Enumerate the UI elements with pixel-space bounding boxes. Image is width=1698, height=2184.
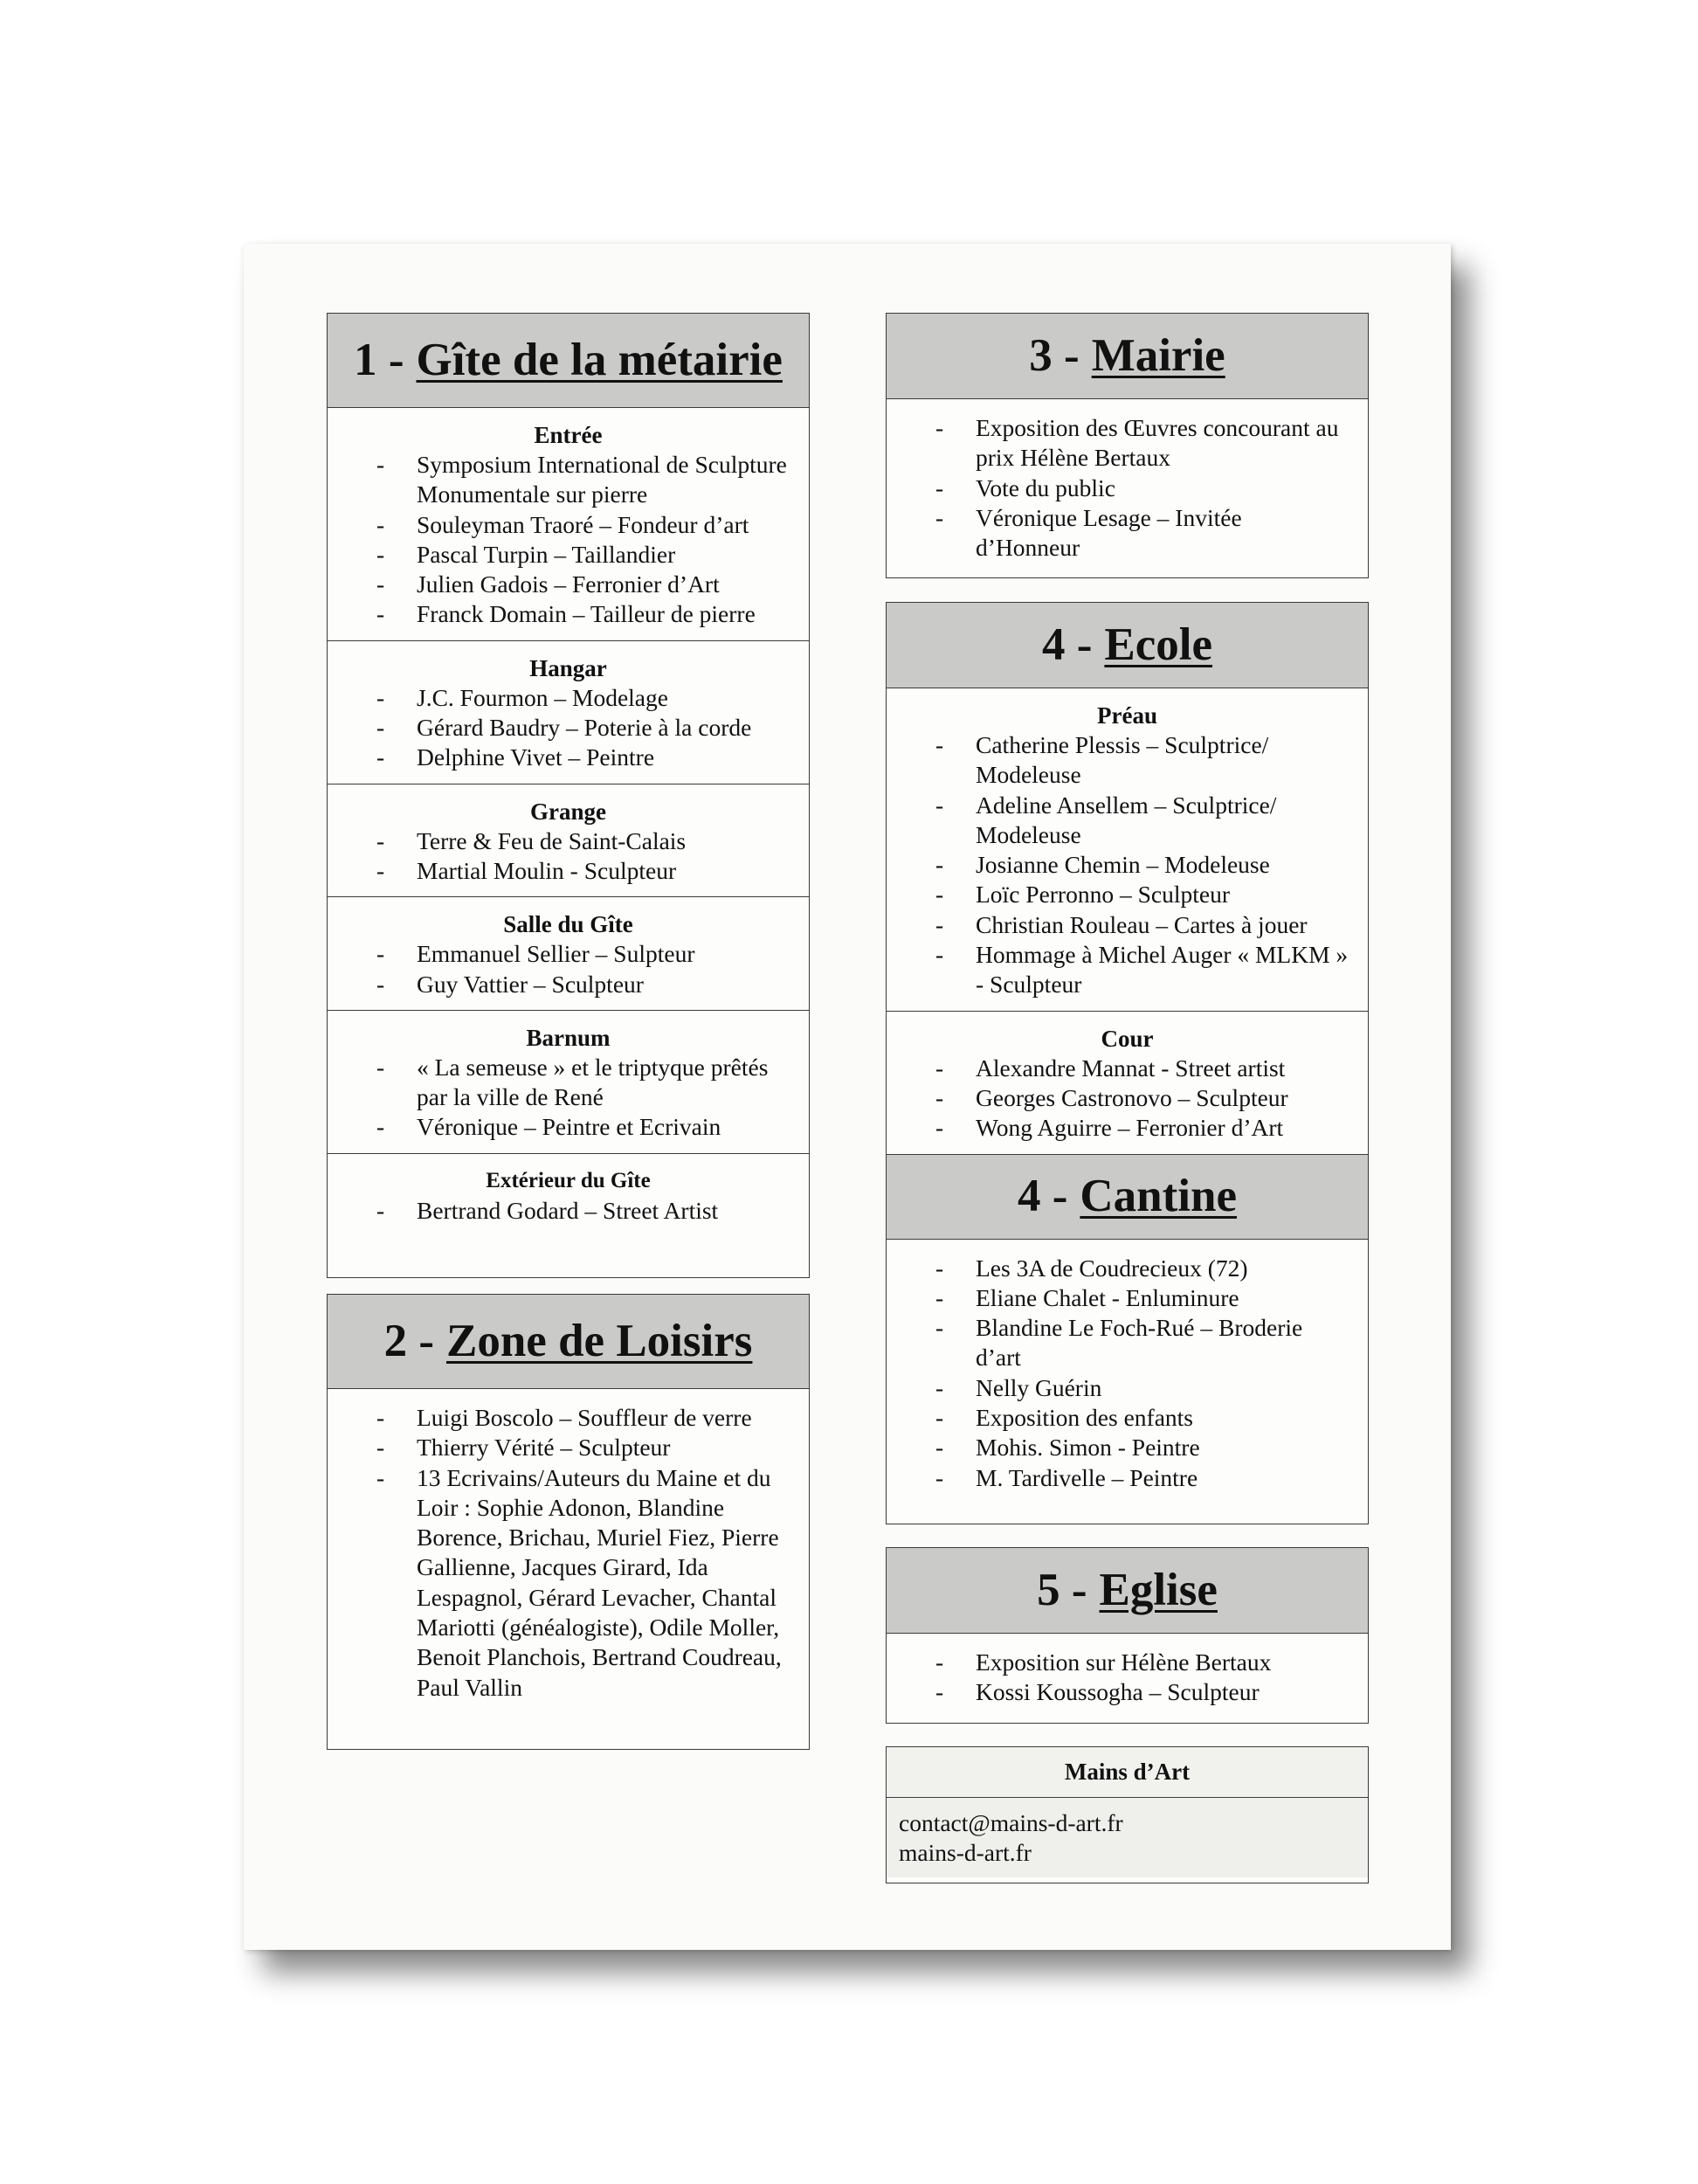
list-item	[328, 970, 809, 999]
list-item-text: Exposition des enfants	[976, 1404, 1193, 1432]
section-entree-title: Entrée	[534, 422, 603, 448]
list-item-text: J.C. Fourmon – Modelage	[417, 683, 668, 711]
list-item-text: Pascal Turpin – Taillandier	[417, 540, 676, 568]
bullet-dash: -	[935, 503, 944, 531]
card-eglise-title: Eglise	[1099, 1565, 1218, 1615]
bullet-dash: -	[376, 600, 385, 628]
card-cantine-header	[887, 1154, 1368, 1240]
bullet-dash: -	[376, 1053, 385, 1081]
section-preau-list	[887, 730, 1368, 1000]
card-loisirs-number: 2 -	[383, 1316, 434, 1366]
section-hangar-title: Hangar	[529, 654, 607, 681]
flyer-page	[244, 244, 1451, 1950]
list-item	[328, 939, 809, 969]
list-item-text: Christian Rouleau – Cartes à jouer	[976, 910, 1308, 938]
section-cour-title: Cour	[1101, 1025, 1154, 1052]
list-item-text: Martial Moulin - Sculpteur	[417, 856, 677, 884]
bullet-dash: -	[376, 510, 385, 538]
list-item	[887, 791, 1368, 851]
card-mairie-number: 3 -	[1029, 330, 1080, 381]
section-entree-list	[328, 450, 809, 630]
list-item	[887, 1283, 1368, 1313]
bullet-dash: -	[376, 1434, 385, 1462]
bullet-dash: -	[935, 731, 944, 758]
section-exterieur	[328, 1153, 809, 1236]
card-cantine-number: 4 -	[1017, 1171, 1068, 1222]
section-cantine-list	[887, 1254, 1368, 1493]
list-item-text: Bertrand Godard – Street Artist	[417, 1196, 719, 1224]
list-item	[887, 1433, 1368, 1462]
list-item	[887, 880, 1368, 909]
list-item-text: Nelly Guérin	[976, 1373, 1102, 1401]
bullet-dash: -	[376, 970, 385, 998]
section-grange	[328, 784, 809, 897]
bullet-dash: -	[376, 1404, 385, 1431]
list-item	[887, 940, 1368, 1000]
bullet-dash: -	[935, 1404, 944, 1432]
list-item-text: Georges Castronovo – Sculpteur	[976, 1083, 1288, 1111]
bullet-dash: -	[935, 851, 944, 879]
list-item-text: Exposition sur Hélène Bertaux	[976, 1648, 1272, 1676]
list-item-text: M. Tardivelle – Peintre	[976, 1463, 1198, 1491]
bullet-dash: -	[376, 683, 385, 711]
card-eglise	[886, 1547, 1369, 1724]
list-item-text: Blandine Le Foch-Rué – Broderie d’art	[976, 1314, 1303, 1372]
list-item-text: Vote du public	[976, 473, 1115, 501]
card-ecole-number: 4 -	[1041, 619, 1093, 670]
list-item-text: Luigi Boscolo – Souffleur de verre	[417, 1404, 752, 1431]
list-item-text: Hommage à Michel Auger « MLKM » - Sculpteur	[976, 941, 1349, 999]
list-item	[887, 1463, 1368, 1493]
bullet-dash: -	[376, 540, 385, 568]
list-item-text: Alexandre Mannat - Street artist	[976, 1054, 1286, 1082]
section-preau	[887, 688, 1368, 1011]
list-item	[328, 599, 809, 629]
list-item	[887, 1254, 1368, 1283]
bullet-dash: -	[376, 714, 385, 742]
contact-box	[886, 1746, 1369, 1883]
bullet-dash: -	[935, 1434, 944, 1462]
section-grange-title: Grange	[530, 798, 606, 825]
section-barnum	[328, 1010, 809, 1153]
bullet-dash: -	[935, 1678, 944, 1706]
list-item	[887, 473, 1368, 503]
section-cour-list	[887, 1054, 1368, 1144]
list-item	[887, 413, 1368, 473]
list-item	[887, 730, 1368, 791]
card-gite-number: 1 -	[354, 335, 404, 385]
list-item-text: Terre & Feu de Saint-Calais	[417, 826, 687, 854]
list-item-text: Souleyman Traoré – Fondeur d’art	[417, 510, 749, 538]
list-item	[328, 1053, 809, 1113]
list-item	[328, 683, 809, 713]
list-item	[887, 1403, 1368, 1433]
section-salle-du-gite	[328, 896, 809, 1010]
bullet-dash: -	[935, 1283, 944, 1311]
list-item	[328, 826, 809, 856]
list-item-text: Delphine Vivet – Peintre	[417, 743, 655, 771]
list-item-text: Kossi Koussogha – Sculpteur	[976, 1678, 1260, 1706]
card-loisirs-header	[328, 1295, 809, 1389]
card-mairie-header	[887, 314, 1368, 399]
section-exterieur-list	[328, 1196, 809, 1226]
list-item-text: Julien Gadois – Ferronier d’Art	[417, 570, 720, 598]
section-barnum-title: Barnum	[526, 1024, 611, 1051]
card-cantine-title: Cantine	[1080, 1171, 1238, 1222]
section-salle-list	[328, 939, 809, 999]
list-item	[328, 1112, 809, 1142]
list-item	[887, 850, 1368, 880]
list-item	[887, 1113, 1368, 1143]
bullet-dash: -	[935, 1463, 944, 1491]
list-item-text: Eliane Chalet - Enluminure	[976, 1283, 1239, 1311]
contact-email[interactable]: contact@mains-d-art.fr	[899, 1809, 1123, 1836]
bullet-dash: -	[376, 451, 385, 478]
bullet-dash: -	[935, 1373, 944, 1401]
list-item-text: Josianne Chemin – Modeleuse	[976, 851, 1270, 879]
bullet-dash: -	[376, 570, 385, 598]
list-item	[328, 856, 809, 886]
list-item-text: Gérard Baudry – Poterie à la corde	[417, 714, 752, 742]
card-gite-header	[328, 314, 809, 408]
card-ecole	[886, 602, 1369, 1524]
contact-website[interactable]: mains-d-art.fr	[899, 1839, 1032, 1867]
bullet-dash: -	[376, 1113, 385, 1141]
bullet-dash: -	[376, 826, 385, 854]
section-loisirs-list	[328, 1403, 809, 1703]
contact-body	[887, 1798, 1368, 1877]
list-item	[328, 570, 809, 599]
section-exterieur-title: Extérieur du Gîte	[486, 1168, 651, 1192]
bullet-dash: -	[376, 940, 385, 968]
list-item	[328, 1196, 809, 1226]
section-hangar	[328, 640, 809, 784]
bullet-dash: -	[935, 881, 944, 909]
section-salle-title: Salle du Gîte	[503, 911, 633, 938]
card-mairie	[886, 313, 1369, 578]
list-item	[328, 1463, 809, 1703]
card-eglise-number: 5 -	[1037, 1565, 1087, 1615]
list-item-text: Emmanuel Sellier – Sulpteur	[417, 940, 695, 968]
list-item	[328, 713, 809, 743]
bullet-dash: -	[935, 1083, 944, 1111]
bullet-dash: -	[935, 473, 944, 501]
list-item-text: Franck Domain – Tailleur de pierre	[417, 600, 756, 628]
list-item-text: Catherine Plessis – Sculptrice/ Modeleuse	[976, 731, 1269, 789]
list-item	[887, 1054, 1368, 1083]
bullet-dash: -	[935, 941, 944, 969]
section-eglise-list	[887, 1648, 1368, 1708]
list-item	[328, 540, 809, 570]
card-gite	[327, 313, 810, 1278]
card-mairie-title: Mairie	[1091, 330, 1225, 381]
section-grange-list	[328, 826, 809, 887]
list-item-text: « La semeuse » et le triptyque prêtés par la ville de René	[417, 1053, 769, 1111]
list-item	[328, 510, 809, 540]
section-preau-title: Préau	[1097, 702, 1157, 729]
card-eglise-header	[887, 1548, 1368, 1634]
section-entree	[328, 408, 809, 640]
card-loisirs	[327, 1294, 810, 1750]
list-item-text: Adeline Ansellem – Sculptrice/ Modeleuse	[976, 791, 1277, 848]
list-item-text: Véronique – Peintre et Ecrivain	[417, 1113, 721, 1141]
bullet-dash: -	[935, 1114, 944, 1142]
list-item	[887, 1648, 1368, 1677]
list-item-text: Symposium International de Sculpture Monumentale sur pierre	[417, 451, 787, 508]
section-cour	[887, 1011, 1368, 1154]
list-item	[887, 503, 1368, 563]
list-item	[887, 1313, 1368, 1373]
section-barnum-list	[328, 1053, 809, 1143]
section-hangar-list	[328, 683, 809, 773]
bullet-dash: -	[376, 1463, 385, 1491]
list-item	[328, 743, 809, 772]
section-cantine	[887, 1240, 1368, 1503]
list-item-text: Mohis. Simon - Peintre	[976, 1434, 1200, 1462]
list-item-text: Véronique Lesage – Invitée d’Honneur	[976, 503, 1242, 562]
section-mairie	[887, 399, 1368, 573]
card-gite-title: Gîte de la métairie	[416, 335, 783, 385]
list-item-text: Guy Vattier – Sculpteur	[417, 970, 644, 998]
bullet-dash: -	[376, 856, 385, 884]
card-ecole-title: Ecole	[1104, 619, 1213, 670]
bullet-dash: -	[376, 743, 385, 771]
section-mairie-list	[887, 413, 1368, 563]
list-item	[328, 1403, 809, 1433]
list-item	[887, 1083, 1368, 1113]
list-item	[887, 1677, 1368, 1707]
list-item-text: Wong Aguirre – Ferronier d’Art	[976, 1114, 1284, 1142]
section-loisirs	[328, 1389, 809, 1713]
bullet-dash: -	[376, 1196, 385, 1224]
card-loisirs-title: Zone de Loisirs	[445, 1316, 753, 1366]
list-item	[328, 1433, 809, 1462]
list-item	[328, 450, 809, 510]
list-item	[887, 1373, 1368, 1403]
list-item	[887, 910, 1368, 940]
bullet-dash: -	[935, 1254, 944, 1282]
list-item-text: Exposition des Œuvres concourant au prix Hélène Bertaux	[976, 414, 1339, 472]
list-item-text: Les 3A de Coudrecieux (72)	[976, 1254, 1248, 1282]
card-ecole-header	[887, 603, 1368, 688]
contact-title: Mains d’Art	[887, 1747, 1368, 1798]
bullet-dash: -	[935, 414, 944, 441]
list-item-text: Loïc Perronno – Sculpteur	[976, 881, 1230, 909]
bullet-dash: -	[935, 910, 944, 938]
bullet-dash: -	[935, 1314, 944, 1342]
bullet-dash: -	[935, 791, 944, 819]
list-item-text: Thierry Vérité – Sculpteur	[417, 1434, 671, 1462]
bullet-dash: -	[935, 1054, 944, 1082]
section-eglise	[887, 1634, 1368, 1718]
bullet-dash: -	[935, 1648, 944, 1676]
list-item-text: 13 Ecrivains/Auteurs du Maine et du Loir : Sophie Adonon, Blandine Borence, Brichau, Muriel Fiez, Pierre Gallienne, Jacques Girard, Ida Lespagnol, Gérard Levacher, Chantal Mariotti (généalogiste), Odile Moller, Benoit Planchois, Bertrand Coudreau, Paul Vallin	[417, 1463, 782, 1701]
